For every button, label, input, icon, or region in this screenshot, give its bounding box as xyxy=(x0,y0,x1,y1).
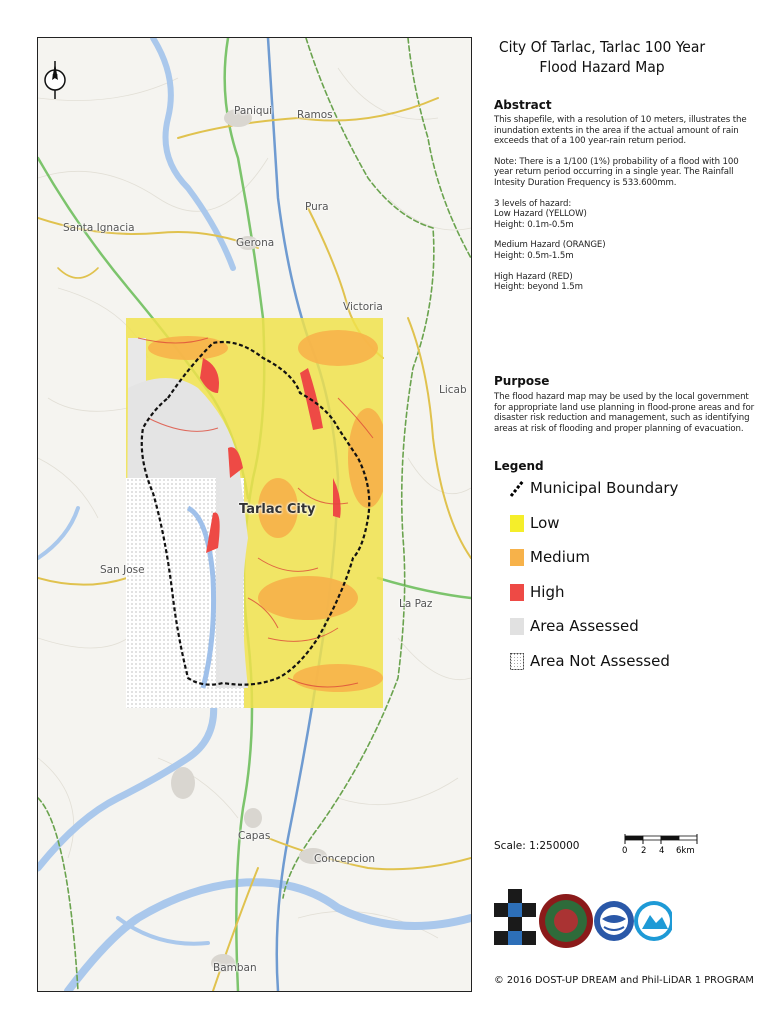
levels-intro: 3 levels of hazard: xyxy=(494,198,572,209)
place-label[interactable]: Licab xyxy=(439,384,467,396)
scale-bar-graphic xyxy=(622,833,702,847)
assessed-swatch xyxy=(510,618,524,635)
place-label[interactable]: Concepcion xyxy=(314,853,376,865)
scale-tick: 0 xyxy=(622,846,628,856)
legend-label: Area Not Assessed xyxy=(530,652,670,670)
boundary-symbol-icon xyxy=(510,480,524,497)
up-seal-icon xyxy=(539,894,593,948)
high-swatch xyxy=(510,584,524,601)
legend-label: High xyxy=(530,583,565,601)
scale-tick: 4 xyxy=(659,846,665,856)
abstract-body xyxy=(494,115,754,293)
dost-logo-icon xyxy=(494,889,536,945)
scale-bar xyxy=(622,833,702,861)
place-label[interactable]: Victoria xyxy=(343,301,383,313)
legend-heading: Legend xyxy=(494,459,544,473)
medium-swatch xyxy=(510,549,524,566)
abstract-heading: Abstract xyxy=(494,98,552,112)
scale-label: Scale: 1:250000 xyxy=(494,840,580,852)
map-title: City Of Tarlac, Tarlac 100 Year Flood Hazard Map xyxy=(498,38,706,76)
copyright: © 2016 DOST-UP DREAM and Phil-LiDAR 1 PROGRAM xyxy=(494,975,754,986)
level-name: Low Hazard (YELLOW) xyxy=(494,209,587,220)
not-assessed-swatch xyxy=(510,653,524,670)
abstract-note: Note: There is a 1/100 (1%) probability of a flood with 100 year return period occurring in a single year. The Rainfall Intesity Duration Frequency is 533.600mm. xyxy=(494,156,739,188)
place-label[interactable]: Gerona xyxy=(236,237,275,249)
place-label[interactable]: San Jose xyxy=(100,564,145,576)
scale-tick: 6km xyxy=(676,846,695,856)
place-label[interactable]: Bamban xyxy=(213,962,257,974)
legend-label: Low xyxy=(530,514,560,532)
info-panel xyxy=(486,37,755,986)
phil-lidar-logo-icon xyxy=(634,901,672,941)
level-height: Height: 0.5m-1.5m xyxy=(494,250,574,261)
place-label[interactable]: Pura xyxy=(305,201,329,213)
place-label[interactable]: Ramos xyxy=(297,109,333,121)
place-label[interactable]: Paniqui xyxy=(234,105,273,117)
place-label[interactable]: Santa Ignacia xyxy=(63,222,135,234)
map-frame[interactable] xyxy=(37,37,472,992)
legend-label: Municipal Boundary xyxy=(530,479,679,497)
level-name: High Hazard (RED) xyxy=(494,271,573,282)
purpose-text: The flood hazard map may be used by the local government for appropriate land use planning in flood-prone areas and for disaster risk reduction and management, such as identifying areas at risk of flooding and proper planning of evacuation. xyxy=(494,392,755,434)
legend-label: Area Assessed xyxy=(530,617,639,635)
north-label: N xyxy=(52,73,58,81)
place-label[interactable]: Capas xyxy=(238,830,271,842)
level-height: Height: beyond 1.5m xyxy=(494,282,583,293)
level-name: Medium Hazard (ORANGE) xyxy=(494,240,606,251)
place-label-city[interactable]: Tarlac City xyxy=(239,502,316,517)
level-height: Height: 0.1m-0.5m xyxy=(494,219,574,230)
low-swatch xyxy=(510,515,524,532)
place-label[interactable]: La Paz xyxy=(399,598,433,610)
legend-label: Medium xyxy=(530,548,590,566)
program-logos xyxy=(492,885,672,957)
north-arrow xyxy=(43,61,67,99)
abstract-paragraph: This shapefile, with a resolution of 10 meters, illustrates the inundation extents in the area if the actual amount of rain exceeds that of a 100 year-rain return period. xyxy=(494,115,747,147)
logos-strip xyxy=(492,885,672,957)
scale-tick: 2 xyxy=(641,846,647,856)
purpose-heading: Purpose xyxy=(494,374,550,388)
dream-logo-icon xyxy=(594,901,634,941)
